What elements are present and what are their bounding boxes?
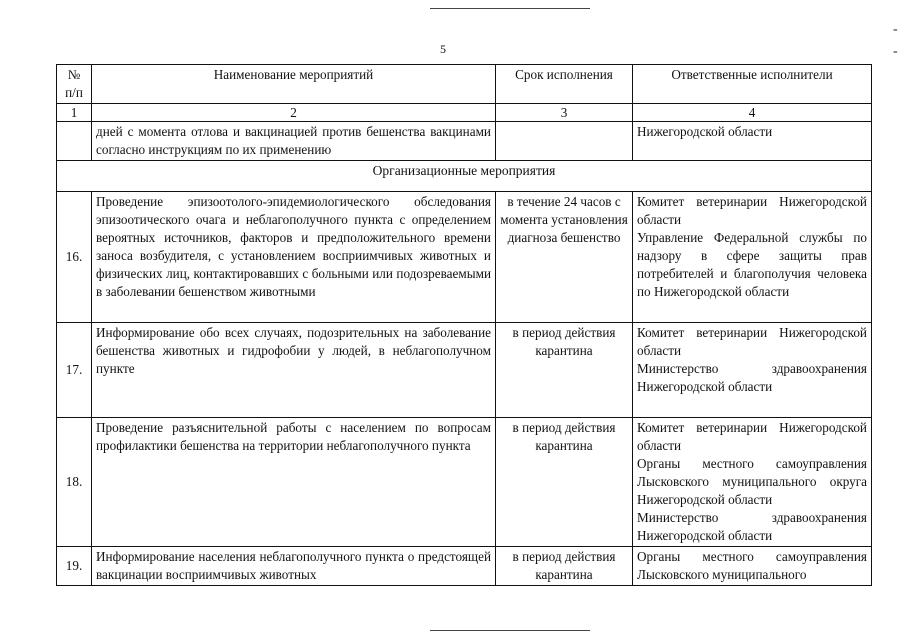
column-number: 3: [496, 104, 633, 122]
responsible-entry: Министерство здравоохранения Нижегородской области: [637, 361, 867, 394]
column-number: 1: [57, 104, 92, 122]
header-deadline: Срок исполнения: [496, 65, 633, 104]
scan-mark-2: -: [893, 44, 898, 59]
row-deadline: в течение 24 часов с момента установления диагноза бешенство: [496, 192, 633, 323]
responsible-entry: Органы местного самоуправления Лысковского муниципального округа Нижегородской области: [637, 456, 867, 507]
table-row: [57, 547, 872, 586]
row-responsible: [633, 323, 872, 418]
header-name: Наименование мероприятий: [92, 65, 496, 104]
responsible-entry: Управление Федеральной службы по надзору в сфере защиты прав потребителей и благополучия человека по Нижегородской области: [637, 230, 867, 299]
page-number: 5: [440, 42, 446, 56]
responsible-entry: Министерство здравоохранения Нижегородской области: [637, 510, 867, 543]
table-header-row: [57, 65, 872, 104]
row-responsible: [633, 547, 872, 586]
row-num: [57, 122, 92, 161]
header-num: № п/п: [57, 65, 92, 104]
scan-line-bottom: [430, 630, 590, 631]
measures-table: [56, 64, 872, 586]
responsible-entry: Органы местного самоуправления Лысковского муниципального: [637, 549, 867, 582]
table-row: [57, 323, 872, 418]
column-number-row: [57, 104, 872, 122]
section-title: Организационные мероприятия: [57, 161, 872, 192]
section-row: [57, 161, 872, 192]
row-num: 17.: [57, 323, 92, 418]
scan-line-top: [430, 8, 590, 9]
table-row-continued: [57, 122, 872, 161]
table-row: [57, 192, 872, 323]
responsible-entry: Комитет ветеринарии Нижегородской области: [637, 194, 867, 227]
row-name: дней с момента отлова и вакцинацией против бешенства вакцинами согласно инструкциям по их применению: [92, 122, 496, 161]
row-name: Информирование обо всех случаях, подозрительных на заболевание бешенства животных и гидрофобии у людей, в неблагополучном пункте: [92, 323, 496, 418]
responsible-entry: Комитет ветеринарии Нижегородской области: [637, 325, 867, 358]
row-responsible: [633, 192, 872, 323]
column-number: 4: [633, 104, 872, 122]
row-responsible: Нижегородской области: [633, 122, 872, 161]
row-name: Информирование населения неблагополучного пункта о предстоящей вакцинации восприимчивых животных: [92, 547, 496, 586]
scan-mark-1: -: [893, 22, 898, 37]
row-deadline: [496, 122, 633, 161]
row-num: 18.: [57, 418, 92, 547]
table-row: [57, 418, 872, 547]
header-responsible: Ответственные исполнители: [633, 65, 872, 104]
row-num: 16.: [57, 192, 92, 323]
responsible-entry: Комитет ветеринарии Нижегородской области: [637, 420, 867, 453]
row-name: Проведение разъяснительной работы с населением по вопросам профилактики бешенства на территории неблагополучного пункта: [92, 418, 496, 547]
row-deadline: в период действия карантина: [496, 547, 633, 586]
row-responsible: [633, 418, 872, 547]
row-num: 19.: [57, 547, 92, 586]
row-name: Проведение эпизоотолого-эпидемиологического обследования эпизоотического очага и неблагополучного пункта с определением вероятных источников, факторов и предположительного времени заноса возбудителя, с установлением восприимчивых животных и физических лиц, контактировавших с больными или подозреваемыми в заболевании бешенством животными: [92, 192, 496, 323]
column-number: 2: [92, 104, 496, 122]
row-deadline: в период действия карантина: [496, 323, 633, 418]
row-deadline: в период действия карантина: [496, 418, 633, 547]
